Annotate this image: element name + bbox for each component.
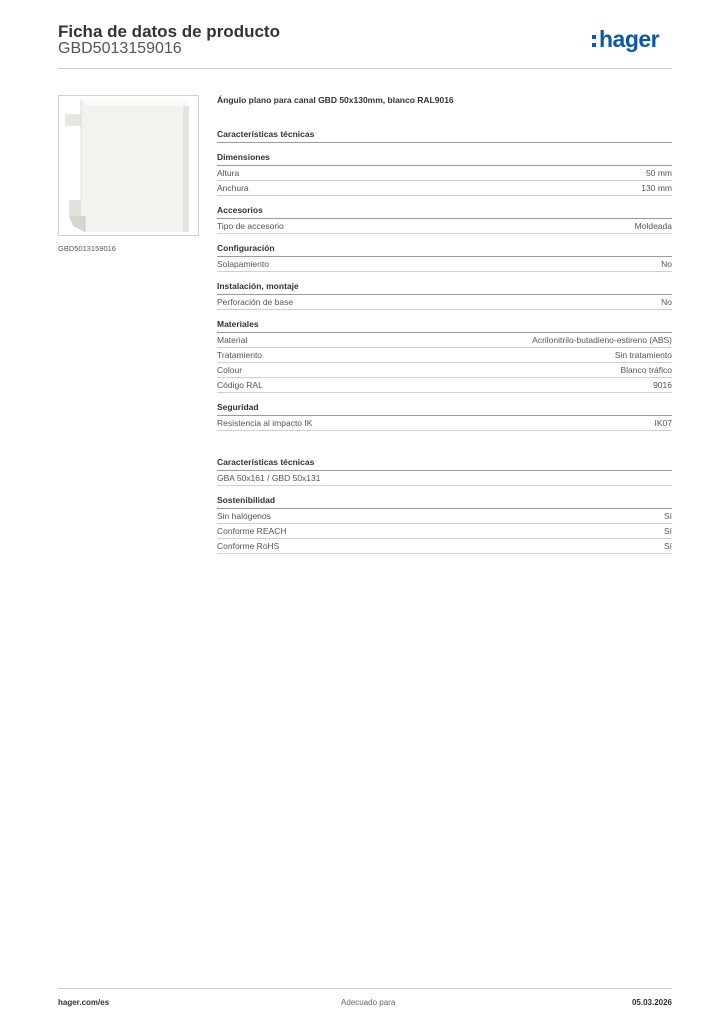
hager-logo [592,26,674,58]
logo-wordmark: hager [599,26,660,52]
spec-row [217,539,672,554]
spec-row [217,416,672,431]
specifications [217,95,672,554]
section-materials: Materiales [217,319,672,333]
spec-label: Anchura [217,183,249,193]
spec-label: Tipo de accesorio [217,221,284,231]
footer-website-link[interactable]: hager.com/es [58,998,110,1007]
image-caption: GBD5013159016 [58,244,116,253]
spec-value: Moldeada [634,221,672,231]
spec-row [217,524,672,539]
section-sustainability: Sostenibilidad [217,495,672,509]
spec-label: Perforación de base [217,297,294,307]
header-title: Ficha de datos de producto [58,22,280,41]
spec-row [217,348,672,363]
spec-row [217,333,672,348]
spec-value: Sí [663,541,672,551]
section-safety: Seguridad [217,402,672,416]
spec-row [217,257,672,272]
spec-value: 50 mm [646,168,672,178]
header-divider [58,68,672,69]
spec-row [217,181,672,196]
spec-row [217,471,672,486]
spec-value: No [661,297,672,307]
spec-value: Sí [663,511,672,521]
spec-label: Altura [217,168,240,178]
spec-value: No [661,259,672,269]
spec-label: Sin halógenos [217,511,271,521]
section-installation: Instalación, montaje [217,281,672,295]
spec-row [217,295,672,310]
spec-label: Código RAL [217,380,263,390]
spec-row [217,166,672,181]
spec-row [217,363,672,378]
spec-value: 9016 [653,380,672,390]
spec-row [217,509,672,524]
logo-dots [592,35,597,51]
spec-value: Acrilonitrilo-butadieno-estireno (ABS) [532,335,672,345]
spec-value: IK07 [654,418,672,428]
spec-value: 130 mm [641,183,672,193]
header-product-code: GBD5013159016 [58,40,182,57]
spec-value: Blanco tráfico [620,365,672,375]
section-configuration: Configuración [217,243,672,257]
section-accessories: Accesorios [217,205,672,219]
spec-label: Tratamiento [217,350,263,360]
spec-label: Conforme RoHS [217,541,280,551]
product-image [58,95,199,236]
footer-divider [58,988,672,989]
section-technical-compat: Características técnicas [217,457,672,471]
spec-label: Material [217,335,248,345]
spec-label: Resistencia al impacto IK [217,418,313,428]
section-dimensions: Dimensiones [217,152,672,166]
spec-value: Sí [663,526,672,536]
spec-label: GBA 50x161 / GBD 50x131 [217,473,321,483]
footer-note: Adecuado para [341,998,396,1007]
spec-label: Colour [217,365,243,375]
product-name: Ángulo plano para canal GBD 50x130mm, blanco RAL9016 [217,95,454,105]
spec-row [217,219,672,234]
footer-date: 05.03.2026 [631,998,672,1007]
spec-label: Solapamiento [217,259,269,269]
section-technical: Características técnicas [217,129,672,143]
spec-row [217,378,672,393]
flat-angle-image [59,96,199,236]
spec-value: Sin tratamiento [614,350,672,360]
spec-label: Conforme REACH [217,526,287,536]
